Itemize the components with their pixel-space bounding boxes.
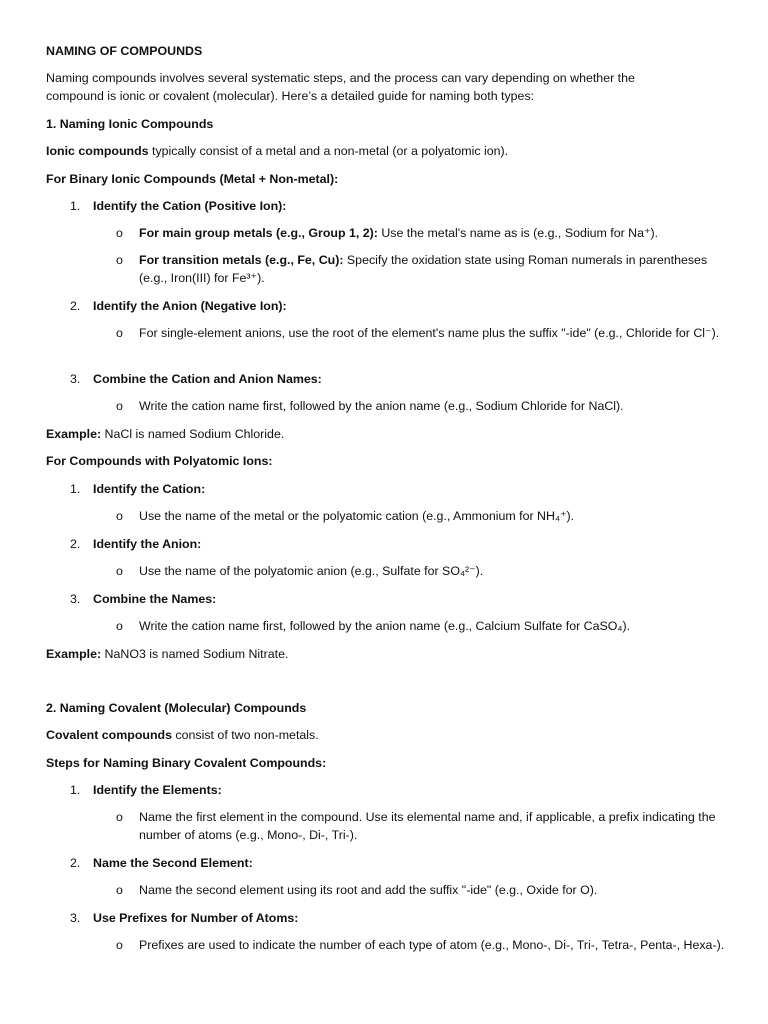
list-label: Identify the Anion (Negative Ion): — [93, 299, 287, 313]
list-label: Name the Second Element: — [93, 856, 253, 870]
bullet-text: Name the first element in the compound. Use its elemental name and, if applicable, a prefix indicating the number of atoms (e.g., Mono-, Di-, Tri-). — [139, 810, 716, 842]
ionic-definition-text: typically consist of a metal and a non-metal (or a polyatomic ion). — [148, 144, 509, 158]
bullet-marker: o — [116, 326, 123, 340]
ionic-definition-term: Ionic compounds — [46, 144, 149, 158]
document-title: NAMING OF COMPOUNDS — [46, 44, 203, 58]
bullet-marker: o — [116, 253, 123, 267]
section-2-heading: 2. Naming Covalent (Molecular) Compounds — [46, 701, 307, 715]
list-label: Combine the Cation and Anion Names: — [93, 372, 322, 386]
list-number: 2. — [70, 856, 81, 870]
bullet-desc: Use the metal's name as is (e.g., Sodium for Na⁺). — [377, 226, 659, 240]
list-label: Combine the Names: — [93, 592, 217, 606]
bullet-marker: o — [116, 399, 123, 413]
list-label: Identify the Cation: — [93, 482, 206, 496]
list-label: Identify the Cation (Positive Ion): — [93, 199, 287, 213]
bullet-marker: o — [116, 564, 123, 578]
covalent-definition-text: consist of two non-metals. — [171, 728, 319, 742]
bullet-marker: o — [116, 883, 123, 897]
list-number: 1. — [70, 199, 81, 213]
bullet-text — [139, 225, 729, 243]
list-label: Identify the Anion: — [93, 537, 202, 551]
bullet-text: Prefixes are used to indicate the number of each type of atom (e.g., Mono-, Di-, Tri-, Tetra-, Penta-, Hexa-). — [139, 938, 725, 952]
covalent-steps-heading: Steps for Naming Binary Covalent Compounds: — [46, 756, 327, 770]
bullet-text — [139, 252, 729, 287]
list-number: 3. — [70, 592, 81, 606]
list-number: 3. — [70, 372, 81, 386]
covalent-definition — [46, 727, 319, 745]
list-number: 2. — [70, 299, 81, 313]
bullet-term: For main group metals (e.g., Group 1, 2): — [139, 226, 378, 240]
example-nano3 — [46, 646, 288, 664]
example-nacl — [46, 426, 284, 444]
polyatomic-heading: For Compounds with Polyatomic Ions: — [46, 454, 273, 468]
bullet-marker: o — [116, 619, 123, 633]
example-label: Example: — [46, 647, 102, 661]
section-1-heading: 1. Naming Ionic Compounds — [46, 117, 214, 131]
binary-ionic-heading: For Binary Ionic Compounds (Metal + Non-metal): — [46, 172, 339, 186]
list-number: 3. — [70, 911, 81, 925]
ionic-definition — [46, 143, 508, 161]
example-label: Example: — [46, 427, 102, 441]
bullet-text: For single-element anions, use the root of the element's name plus the suffix "-ide" (e.g., Chloride for Cl⁻). — [139, 326, 720, 340]
bullet-text: Write the cation name first, followed by the anion name (e.g., Calcium Sulfate for CaSO₄). — [139, 619, 631, 633]
example-text: NaCl is named Sodium Chloride. — [101, 427, 285, 441]
bullet-text: Name the second element using its root and add the suffix "-ide" (e.g., Oxide for O). — [139, 883, 598, 897]
bullet-desc: Specify the oxidation state using Roman numerals in parentheses (e.g., Iron(III) for Fe³⁺). — [139, 253, 708, 285]
bullet-marker: o — [116, 810, 123, 824]
list-number: 1. — [70, 482, 81, 496]
bullet-text: Use the name of the metal or the polyatomic cation (e.g., Ammonium for NH₄⁺). — [139, 509, 575, 523]
bullet-marker: o — [116, 938, 123, 952]
bullet-text: Use the name of the polyatomic anion (e.g., Sulfate for SO₄²⁻). — [139, 564, 484, 578]
list-label: Use Prefixes for Number of Atoms: — [93, 911, 299, 925]
bullet-marker: o — [116, 509, 123, 523]
bullet-term: For transition metals (e.g., Fe, Cu): — [139, 253, 344, 267]
list-number: 1. — [70, 783, 81, 797]
bullet-text: Write the cation name first, followed by the anion name (e.g., Sodium Chloride for NaCl). — [139, 399, 624, 413]
covalent-definition-term: Covalent compounds — [46, 728, 172, 742]
example-text: NaNO3 is named Sodium Nitrate. — [101, 647, 289, 661]
list-number: 2. — [70, 537, 81, 551]
intro-paragraph: Naming compounds involves several systematic steps, and the process can vary depending on whether the compound is ionic or covalent (molecular). Here’s a detailed guide for naming both types: — [46, 71, 635, 103]
bullet-marker: o — [116, 226, 123, 240]
list-label: Identify the Elements: — [93, 783, 222, 797]
